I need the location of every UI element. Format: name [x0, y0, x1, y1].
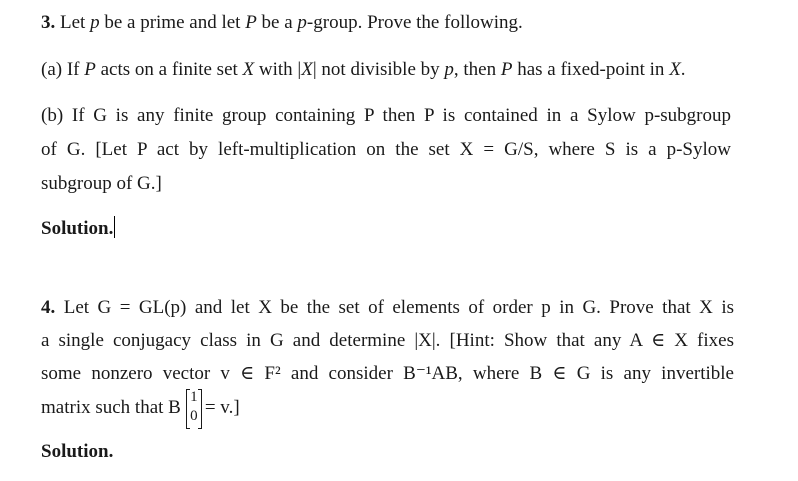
- problem-3-part-b-line-2: of G. [Let P act by left-multiplication on the set X = G/S, where S is a p-Sylow: [41, 139, 731, 160]
- solution-3-field[interactable]: [41, 216, 115, 241]
- problem-number: 4.: [41, 297, 56, 318]
- solution-label: Solution.: [41, 218, 114, 239]
- problem-4-line-4: matrix such that B 1 0 = v.]: [41, 387, 240, 430]
- problem-3-part-a: (a) If P acts on a finite set X with |X| not divisible by p, then P has a fixed-point in X.: [41, 59, 686, 80]
- problem-4-line-1: 4. Let G = GL(p) and let X be the set of elements of order p in G. Prove that X is: [41, 297, 735, 318]
- column-vector-matrix: 1 0: [187, 388, 201, 430]
- problem-4-line-2: a single conjugacy class in G and determine |X|. [Hint: Show that any A ∈ X fixes: [41, 330, 734, 351]
- problem-3-part-b-line-3: subgroup of G.]: [41, 173, 162, 194]
- text-cursor: [114, 216, 115, 238]
- problem-3-statement: 3. Let p be a prime and let P be a p-group. Prove the following.: [41, 12, 523, 33]
- solution-label: Solution.: [41, 441, 114, 462]
- problem-3-part-b-line-1: (b) If G is any finite group containing P then P is contained in a Sylow p-subgroup: [41, 105, 731, 126]
- problem-4-line-3: some nonzero vector v ∈ F² and consider B⁻¹AB, where B ∈ G is any invertible: [41, 363, 734, 384]
- problem-number: 3.: [41, 12, 56, 33]
- solution-4-field[interactable]: [41, 440, 113, 464]
